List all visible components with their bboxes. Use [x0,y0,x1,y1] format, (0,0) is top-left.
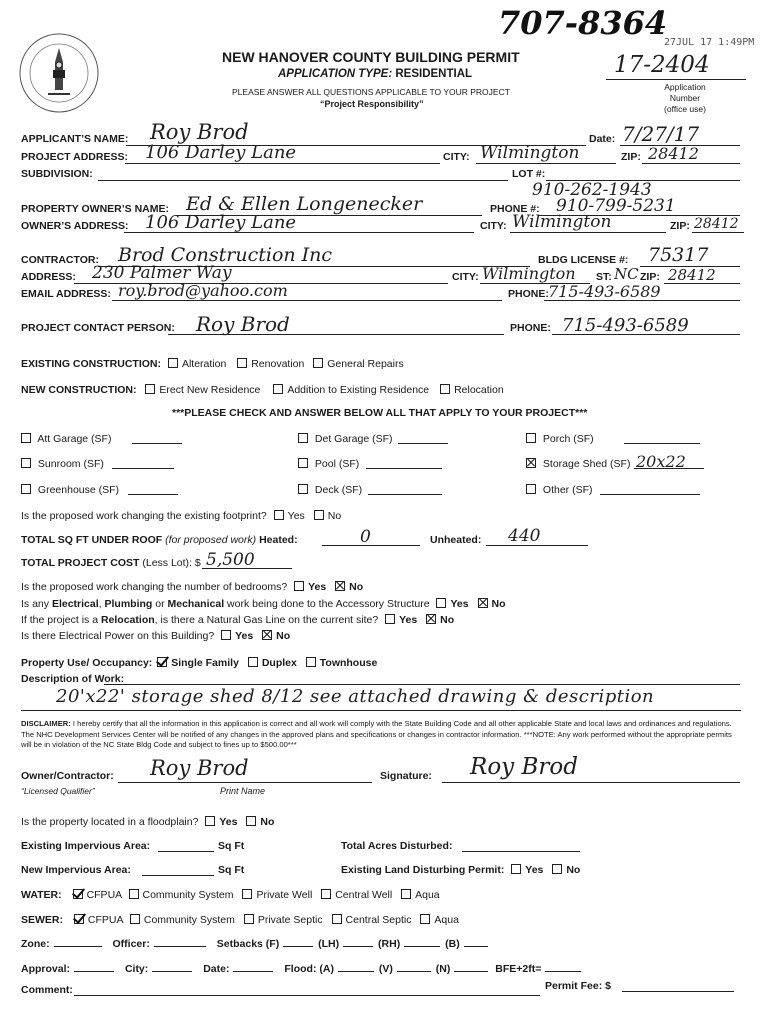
cost-label: TOTAL PROJECT COST [21,557,140,569]
floodplain-no-label: No [260,816,275,828]
emp-no-label: No [491,598,506,610]
duplex-label: Duplex [261,657,297,669]
sewer-row [21,914,459,926]
eldp-label: Existing Land Disturbing Permit: [341,864,505,876]
contractor-zip[interactable]: 28412 [668,266,716,284]
other-label: Other (SF) [542,484,593,496]
heated-label: Heated: [259,534,298,546]
water-cfpua-checkbox[interactable] [73,889,83,899]
city-label: CITY: [443,151,470,163]
porch-label: Porch (SF) [542,433,594,445]
disclaimer-head: DISCLAIMER: [21,719,71,728]
deck-line[interactable] [368,494,442,495]
det-garage-line[interactable] [398,443,448,444]
application-number: 17-2404 [614,52,710,78]
emp-yes-checkbox[interactable] [436,598,446,608]
water-aqua-label: Aqua [415,889,440,901]
approval-city-label: City: [124,963,149,975]
setbacks-rh-label: (RH) [378,938,401,950]
greenhouse-row [21,484,119,496]
st-value[interactable]: NC [614,265,639,283]
new-impervious-unit: Sq Ft [218,864,245,876]
signature-label: Signature: [380,770,432,782]
gas-no-checkbox[interactable] [426,614,436,624]
total-acres-label: Total Acres Disturbed: [341,840,453,852]
app-number-label: Application Number (office use) [664,82,706,114]
townhouse-label: Townhouse [319,657,378,669]
contractor-phone-label: PHONE: [508,288,549,300]
pool-label: Pool (SF) [314,458,360,470]
owner-city-label: CITY: [480,220,507,232]
signature-line [442,782,740,783]
owner-contractor-line [118,782,372,783]
instruction: PLEASE ANSWER ALL QUESTIONS APPLICABLE TO YOUR PROJECT [232,87,510,97]
other-line[interactable] [600,494,700,495]
emp-row [21,598,506,610]
gas-t1: , is there a Natural Gas Line on the current site? [154,614,379,626]
footprint-row [21,510,341,522]
sewer-central-septic-checkbox[interactable] [332,914,342,924]
owner-phone-alt[interactable]: 910-262-1943 [532,180,652,200]
water-label: WATER: [21,889,62,901]
disclaimer-text: I hereby certify that all the information in this application is correct and all work will comply with the State Building Code and all other applicable State and local laws and ordinances and regulations. The NHC Development Services Center will be notified of any changes in the approved plans and specifications or changes in contractor information. ***NOTE: Any work performed without the appropriate permits will be in violation of the NC State Bldg Code and subject to fines up to $500.00*** [21,719,732,749]
addition-label: Addition to Existing Residence [287,384,430,396]
page-title: NEW HANOVER COUNTY BUILDING PERMIT [222,49,520,65]
water-row [21,889,440,901]
other-row [526,484,593,496]
sqft-label: TOTAL SQ FT UNDER ROOF [21,534,163,546]
eldp-row [341,864,580,876]
water-central-well-label: Central Well [335,889,393,901]
sewer-private-septic-label: Private Septic [257,914,323,926]
sewer-community-label: Community System [143,914,235,926]
det-garage-checkbox[interactable] [298,433,308,443]
floodplain-row [21,816,274,828]
new-impervious-line[interactable] [142,875,214,876]
total-acres-line[interactable] [462,851,580,852]
att-garage-line[interactable] [132,443,182,444]
owner-zip[interactable]: 28412 [694,216,739,232]
power-yes-label: Yes [235,630,254,642]
print-name: Print Name [220,786,266,796]
date-label: Date: [589,133,616,145]
contractor-zip-label: ZIP: [640,271,660,283]
sewer-aqua-checkbox[interactable] [420,914,430,924]
applicant-name[interactable]: Roy Brod [150,120,249,144]
alteration-checkbox[interactable] [168,358,178,368]
contractor-city-label: CITY: [452,271,479,283]
unheated-value[interactable]: 440 [508,526,541,546]
emp-b3: Mechanical [167,598,225,610]
storage-shed-value[interactable]: 20x22 [636,452,686,471]
approval-label: Approval: [21,963,71,975]
contractor-address-label: ADDRESS: [21,271,76,283]
att-garage-row [21,433,111,445]
sqft-row [21,534,298,546]
sewer-central-septic-label: Central Septic [345,914,412,926]
sewer-cfpua-label: CFPUA [87,914,123,926]
existing-construction-row [21,358,404,370]
cost-row [21,557,201,569]
gas-yes-checkbox[interactable] [385,614,395,624]
sqft-note: (for proposed work) [165,534,257,546]
relocation-label: Relocation [454,384,504,396]
comment-line[interactable] [74,995,540,996]
app-type-value: RESIDENTIAL [395,68,473,80]
footprint-yes-checkbox[interactable] [274,510,284,520]
contact-name[interactable]: Roy Brod [196,312,290,336]
owner-zip-label: ZIP: [670,220,690,232]
desc-line-2 [21,710,741,711]
applicant-name-label: APPLICANT’S NAME: [21,133,129,145]
permit-fee-label: Permit Fee: $ [545,980,611,992]
unheated-label: Unheated: [430,534,482,546]
emp-t1: , [98,598,105,610]
city-value[interactable]: Wilmington [480,143,580,163]
owner-phone[interactable]: 910-799-5231 [556,196,676,216]
existing-construction-label: EXISTING CONSTRUCTION: [21,358,162,370]
license-value[interactable]: 75317 [648,244,709,266]
sewer-aqua-label: Aqua [434,914,459,926]
alteration-label: Alteration [181,358,227,370]
water-aqua-checkbox[interactable] [401,889,411,899]
bedrooms-yes-checkbox[interactable] [294,581,304,591]
emp-q1: Is any [21,598,52,610]
responsibility: “Project Responsibility” [320,99,424,109]
owner-city[interactable]: Wilmington [512,212,612,232]
pool-row [298,458,359,470]
water-community-label: Community System [142,889,234,901]
sunroom-checkbox[interactable] [21,458,31,468]
porch-checkbox[interactable] [526,433,536,443]
addition-checkbox[interactable] [273,384,283,394]
email-label: EMAIL ADDRESS: [21,288,111,300]
sewer-cfpua-checkbox[interactable] [74,914,84,924]
footprint-no-label: No [327,510,342,522]
desc-line-1 [104,684,740,685]
signature[interactable]: Roy Brod [470,754,578,780]
cost-note: (Less Lot): $ [142,557,201,569]
power-question: Is there Electrical Power on this Building? [21,630,215,642]
storage-shed-checkbox[interactable] [526,458,536,468]
flood-n-label: (N) [435,963,451,975]
email-value[interactable]: roy.brod@yahoo.com [118,281,288,300]
contractor-phone[interactable]: 715-493-6589 [548,282,661,301]
det-garage-row [298,433,393,445]
sunroom-label: Sunroom (SF) [37,458,104,470]
approval-row [21,963,581,975]
existing-impervious-line[interactable] [158,851,214,852]
relocation-checkbox[interactable] [440,384,450,394]
new-construction-row [21,384,504,396]
townhouse-checkbox[interactable] [306,657,316,667]
desc-value[interactable]: 20'x22' storage shed 8/12 see attached drawing & description [56,686,655,707]
footprint-question: Is the proposed work changing the existing footprint? [21,510,267,522]
date-stamp: 27JUL 17 1:49PM [664,37,755,48]
renovation-label: Renovation [251,358,305,370]
renovation-checkbox[interactable] [237,358,247,368]
sewer-community-checkbox[interactable] [130,914,140,924]
porch-row [526,433,594,445]
att-garage-checkbox[interactable] [21,433,31,443]
contractor-address[interactable]: 230 Palmer Way [92,263,232,283]
footprint-no-checkbox[interactable] [314,510,324,520]
permit-fee-line[interactable] [622,991,734,992]
bedrooms-row [21,581,363,593]
subdivision-line[interactable] [98,180,508,181]
owner-name[interactable]: Ed & Ellen Longenecker [186,193,423,215]
new-impervious-label: New Impervious Area: [21,864,131,876]
deck-checkbox[interactable] [298,484,308,494]
zip-value[interactable]: 28412 [648,144,699,163]
license-label: BLDG LICENSE #: [538,254,629,266]
pool-checkbox[interactable] [298,458,308,468]
greenhouse-checkbox[interactable] [21,484,31,494]
water-community-checkbox[interactable] [129,889,139,899]
floodplain-yes-checkbox[interactable] [205,816,215,826]
att-garage-label: Att Garage (SF) [37,433,112,445]
owner-contractor-name[interactable]: Roy Brod [150,756,249,780]
zip-label: ZIP: [621,151,641,163]
water-private-well-checkbox[interactable] [242,889,252,899]
new-construction-label: NEW CONSTRUCTION: [21,384,137,396]
other-checkbox[interactable] [526,484,536,494]
zone-row [21,938,488,950]
greenhouse-line[interactable] [128,494,178,495]
app-type-label: APPLICATION TYPE: [278,68,393,80]
contact-phone-label: PHONE: [510,322,551,334]
water-cfpua-label: CFPUA [86,889,122,901]
emp-no-checkbox[interactable] [478,598,488,608]
sewer-label: SEWER: [21,914,63,926]
officer-label: Officer: [112,938,150,950]
owner-city-line [510,232,666,233]
emp-yes-label: Yes [450,598,469,610]
licensed-qualifier: “Licensed Qualifier” [21,786,95,796]
storage-shed-row [526,458,630,470]
gas-no-label: No [440,614,455,626]
zip-line [642,163,740,164]
check-header: ***PLEASE CHECK AND ANSWER BELOW ALL THAT APPLY TO YOUR PROJECT*** [172,407,588,419]
use-row [21,657,377,669]
bfe-label: BFE+2ft= [495,963,542,975]
porch-line[interactable] [624,443,700,444]
city-line [476,163,616,164]
email-line [112,300,502,301]
existing-impervious-label: Existing Impervious Area: [21,840,151,852]
single-family-label: Single Family [171,657,239,669]
st-label: ST: [596,271,612,283]
date-value[interactable]: 7/27/17 [622,122,700,146]
existing-impervious-unit: Sq Ft [218,840,245,852]
owner-phone-label: PHONE #: [490,203,540,215]
project-address-label: PROJECT ADDRESS: [21,151,128,163]
bedrooms-question: Is the proposed work changing the number of bedrooms? [21,581,288,593]
heated-value[interactable]: 0 [360,527,371,547]
footprint-yes-label: Yes [287,510,305,522]
emp-t3: work being done to the Accessory Structure [224,598,430,610]
single-family-checkbox[interactable] [157,657,167,667]
owner-contractor-label: Owner/Contractor: [21,770,114,782]
contractor-label: CONTRACTOR: [21,254,99,266]
emp-b1: Electrical [51,598,99,610]
county-seal [18,32,100,114]
sunroom-row [21,458,104,470]
storage-shed-label: Storage Shed (SF) [542,458,631,470]
eldp-no-checkbox[interactable] [552,864,562,874]
emp-t2: or [152,598,168,610]
gas-row [21,614,454,626]
heated-line [322,545,420,546]
emp-b2: Plumbing [104,598,153,610]
gas-yes-label: Yes [399,614,418,626]
handwritten-number: 707-8364 [498,4,668,42]
general-repairs-label: General Repairs [327,358,404,370]
bedrooms-no-checkbox[interactable] [335,581,345,591]
floodplain-no-checkbox[interactable] [246,816,256,826]
eldp-no-label: No [566,864,581,876]
det-garage-label: Det Garage (SF) [314,433,393,445]
floodplain-question: Is the property located in a floodplain? [21,816,199,828]
eldp-yes-checkbox[interactable] [511,864,521,874]
gas-b1: Relocation [100,614,155,626]
power-row [21,630,290,642]
contractor-city[interactable]: Wilmington [482,264,576,283]
desc-label: Description of Work: [21,673,125,685]
water-central-well-checkbox[interactable] [321,889,331,899]
use-label: Property Use/ Occupancy: [21,657,153,669]
erect-new-label: Erect New Residence [159,384,261,396]
bedrooms-yes-label: Yes [308,581,327,593]
setbacks-lh-label: (LH) [318,938,340,950]
cost-value[interactable]: 5,500 [206,550,255,570]
bedrooms-no-label: No [349,581,364,593]
setbacks-b-label: (B) [445,938,460,950]
disclaimer [21,719,743,751]
flood-v-label: (V) [378,963,393,975]
power-no-checkbox[interactable] [262,630,272,640]
app-number-underline [606,79,746,80]
greenhouse-label: Greenhouse (SF) [37,484,120,496]
duplex-checkbox[interactable] [248,657,258,667]
pool-line[interactable] [366,468,442,469]
gas-q1: If the project is a [21,614,101,626]
water-private-well-label: Private Well [256,889,313,901]
owner-address[interactable]: 106 Darley Lane [145,212,297,233]
deck-label: Deck (SF) [314,484,363,496]
app-type [278,68,472,80]
setbacks-label: Setbacks (F) [216,938,280,950]
zone-label: Zone: [21,938,50,950]
project-address[interactable]: 106 Darley Lane [145,142,297,163]
power-yes-checkbox[interactable] [221,630,231,640]
deck-row [298,484,362,496]
lot-label: LOT #: [512,168,546,180]
power-no-label: No [276,630,291,642]
floodplain-yes-label: Yes [219,816,238,828]
sunroom-line[interactable] [112,468,174,469]
project-address-line [125,163,440,164]
sewer-private-septic-checkbox[interactable] [244,914,254,924]
flood-a-label: Flood: (A) [284,963,334,975]
owner-zip-line [692,232,744,233]
comment-label: Comment: [21,984,73,996]
subdivision-label: SUBDIVISION: [21,168,93,180]
eldp-yes-label: Yes [525,864,544,876]
general-repairs-checkbox[interactable] [313,358,323,368]
storage-shed-line [634,468,704,469]
approval-date-label: Date: [203,963,230,975]
contact-phone[interactable]: 715-493-6589 [562,315,689,336]
contractor-name[interactable]: Brod Construction Inc [118,244,333,266]
contact-label: PROJECT CONTACT PERSON: [21,322,175,334]
erect-new-checkbox[interactable] [145,384,155,394]
owner-address-label: OWNER’S ADDRESS: [21,220,129,232]
owner-name-label: PROPERTY OWNER’S NAME: [21,203,169,215]
